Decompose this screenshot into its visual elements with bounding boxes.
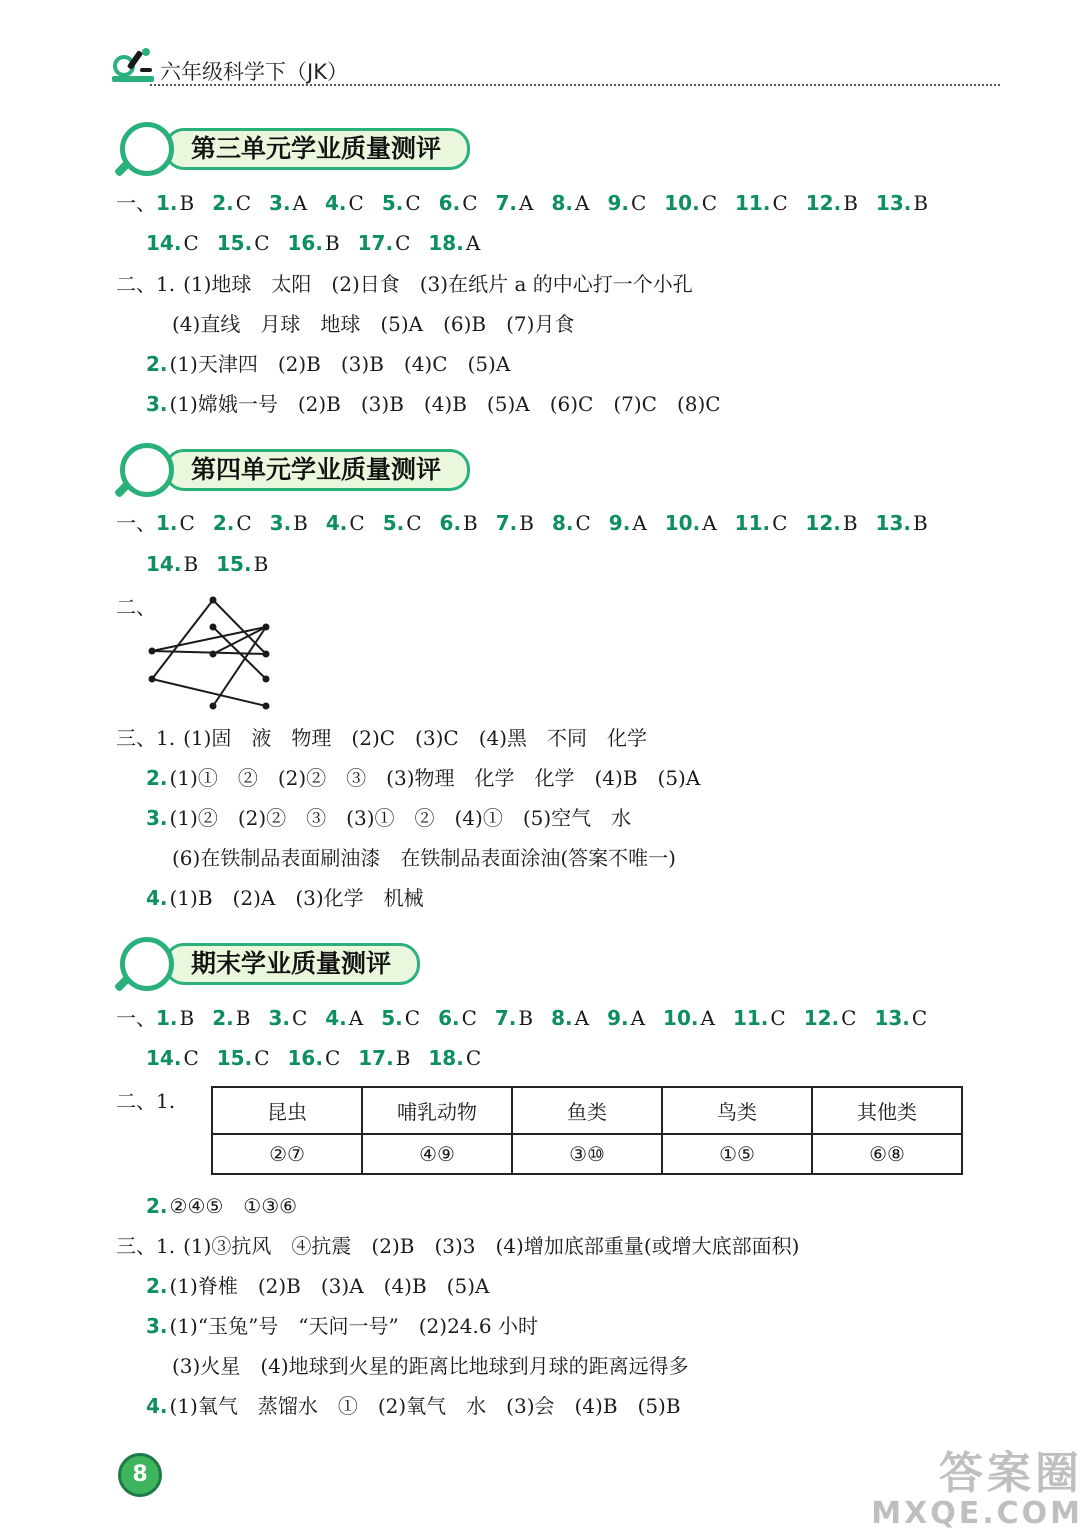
question-number: 14. bbox=[146, 231, 182, 255]
answer-choice: B bbox=[843, 191, 858, 215]
answer-choice: A bbox=[702, 511, 717, 535]
answer-choice: A bbox=[348, 1006, 364, 1030]
section-title: 期末学业质量测评 bbox=[164, 943, 420, 985]
answer-row bbox=[116, 1005, 945, 1031]
question-number: 5. bbox=[382, 511, 405, 535]
answer-text: ②④⑤ ①③⑥ bbox=[169, 1194, 298, 1218]
question-number: 11. bbox=[735, 191, 771, 215]
question-number: 8. bbox=[551, 191, 573, 215]
answer-choice: C bbox=[404, 1006, 421, 1030]
watermark-line2: MXQE.COM bbox=[871, 1496, 1083, 1531]
question-number: 16. bbox=[287, 231, 323, 255]
answer-choice: C bbox=[772, 191, 788, 215]
answer-text: (1)“玉兔”号 “天问一号” (2)24.6 小时 bbox=[169, 1314, 538, 1338]
question-prefix: 一、 bbox=[116, 191, 156, 215]
question-number: 15. bbox=[216, 231, 253, 255]
question-number: 1. bbox=[156, 1006, 178, 1030]
answer-choice: C bbox=[841, 1006, 857, 1030]
question-number: 4. bbox=[146, 1394, 168, 1418]
question-number: 8. bbox=[551, 511, 574, 535]
question-number: 2. bbox=[212, 191, 234, 215]
answer-row bbox=[146, 1313, 546, 1339]
question-number: 3. bbox=[146, 392, 168, 416]
answer-choice: B bbox=[179, 1006, 195, 1030]
question-number: 15. bbox=[216, 1046, 253, 1070]
header-title: 六年级科学下（JK） bbox=[160, 60, 348, 84]
question-number: 1. bbox=[156, 511, 178, 535]
table-cell: ⑥⑧ bbox=[812, 1134, 962, 1174]
answer-row bbox=[172, 1353, 697, 1379]
answer-choice: C bbox=[465, 1046, 482, 1070]
answer-choice: C bbox=[911, 1006, 928, 1030]
question-prefix: 二、 bbox=[116, 595, 156, 619]
answer-text: (6)在铁制品表面刷油漆 在铁制品表面涂油(答案不唯一) bbox=[172, 846, 676, 870]
question-number: 9. bbox=[607, 1006, 629, 1030]
answer-choice: C bbox=[254, 1046, 270, 1070]
question-number: 15. bbox=[216, 552, 252, 576]
answer-choice: C bbox=[461, 1006, 477, 1030]
matching-diagram bbox=[140, 590, 280, 715]
magnifier-icon bbox=[120, 122, 174, 176]
watermark-logo bbox=[871, 1450, 1083, 1530]
answer-choice: C bbox=[701, 191, 718, 215]
answer-row bbox=[116, 1233, 807, 1259]
answer-choice: A bbox=[574, 1006, 590, 1030]
answer-choice: B bbox=[519, 511, 534, 535]
question-number: 5. bbox=[381, 191, 404, 215]
question-number: 6. bbox=[438, 191, 461, 215]
answer-choice: B bbox=[913, 191, 929, 215]
header-divider bbox=[150, 84, 1000, 86]
question-number: 7. bbox=[495, 511, 518, 535]
question-number: 4. bbox=[325, 1006, 347, 1030]
answer-row bbox=[172, 845, 684, 871]
question-prefix: 一、 bbox=[116, 1006, 156, 1030]
question-number: 13. bbox=[874, 1006, 910, 1030]
question-number: 3. bbox=[146, 1314, 168, 1338]
answer-text: (1)氧气 蒸馏水 ① (2)氧气 水 (3)会 (4)B (5)B bbox=[169, 1394, 681, 1418]
question-number: 11. bbox=[734, 511, 771, 535]
question-number: 9. bbox=[608, 511, 631, 535]
answer-choice: B bbox=[235, 1006, 251, 1030]
answer-choice: B bbox=[324, 231, 340, 255]
table-header-cell: 哺乳动物 bbox=[362, 1087, 512, 1134]
question-prefix: 二、1. bbox=[116, 272, 176, 296]
question-number: 4. bbox=[325, 511, 348, 535]
question-number: 12. bbox=[803, 1006, 840, 1030]
answer-choice: A bbox=[700, 1006, 715, 1030]
question-number: 11. bbox=[732, 1006, 769, 1030]
question-number: 2. bbox=[146, 1274, 168, 1298]
question-number: 7. bbox=[495, 191, 518, 215]
answer-text: (1)③抗风 ④抗震 (2)B (3)3 (4)增加底部重量(或增大底部面积) bbox=[183, 1234, 800, 1258]
question-prefix: 三、1. bbox=[116, 1234, 176, 1258]
question-number: 2. bbox=[212, 1006, 234, 1030]
question-prefix: 三、1. bbox=[116, 726, 176, 750]
table-header-cell: 昆虫 bbox=[212, 1087, 362, 1134]
answer-choice: A bbox=[574, 191, 590, 215]
table-cell: ②⑦ bbox=[212, 1134, 362, 1174]
question-number: 14. bbox=[146, 552, 182, 576]
answer-choice: C bbox=[349, 511, 365, 535]
answer-text: (1)① ② (2)② ③ (3)物理 化学 化学 (4)B (5)A bbox=[169, 766, 701, 790]
magnifier-icon bbox=[120, 443, 174, 497]
answer-choice: B bbox=[518, 1006, 534, 1030]
question-number: 1. bbox=[156, 191, 178, 215]
answer-choice: C bbox=[236, 511, 252, 535]
answer-row bbox=[116, 510, 946, 536]
answer-row bbox=[146, 1273, 497, 1299]
question-number: 16. bbox=[287, 1046, 323, 1070]
question-number: 2. bbox=[212, 511, 235, 535]
question-number: 3. bbox=[269, 191, 291, 215]
answer-text: (3)火星 (4)地球到火星的距离比地球到月球的距离远得多 bbox=[172, 1354, 689, 1378]
classification-table bbox=[211, 1086, 963, 1175]
question-number: 6. bbox=[439, 511, 462, 535]
answer-text: (1)嫦娥一号 (2)B (3)B (4)B (5)A (6)C (7)C (8)C bbox=[169, 392, 721, 416]
question-number: 17. bbox=[357, 231, 394, 255]
page-number: 8 bbox=[118, 1453, 162, 1497]
answer-choice: C bbox=[630, 191, 647, 215]
question-number: 14. bbox=[146, 1046, 182, 1070]
question-number: 2. bbox=[146, 352, 168, 376]
answer-choice: A bbox=[292, 191, 308, 215]
question-number: 3. bbox=[269, 511, 292, 535]
header-logo-icon bbox=[110, 44, 158, 86]
answer-choice: C bbox=[183, 231, 199, 255]
answer-choice: C bbox=[406, 511, 422, 535]
question-number: 3. bbox=[268, 1006, 290, 1030]
table-cell: ③⑩ bbox=[512, 1134, 662, 1174]
answer-row bbox=[146, 391, 729, 417]
question-number: 2. bbox=[146, 766, 168, 790]
answer-choice: B bbox=[463, 511, 478, 535]
question-number: 8. bbox=[551, 1006, 573, 1030]
answer-choice: C bbox=[254, 231, 270, 255]
answer-row bbox=[116, 271, 701, 297]
answer-row bbox=[146, 1045, 499, 1071]
answer-choice: C bbox=[183, 1046, 199, 1070]
answer-choice: C bbox=[291, 1006, 308, 1030]
question-number: 10. bbox=[664, 511, 701, 535]
answer-choice: C bbox=[462, 191, 478, 215]
question-number: 10. bbox=[663, 1006, 699, 1030]
question-number: 10. bbox=[664, 191, 700, 215]
answer-text: (1)脊椎 (2)B (3)A (4)B (5)A bbox=[169, 1274, 490, 1298]
answer-text: (1)B (2)A (3)化学 机械 bbox=[169, 886, 424, 910]
watermark-line1: 答案圈 bbox=[939, 1448, 1083, 1499]
answer-choice: B bbox=[183, 552, 199, 576]
answer-choice: B bbox=[395, 1046, 411, 1070]
answer-choice: B bbox=[842, 511, 858, 535]
question-prefix: 二、1. bbox=[116, 1089, 176, 1113]
answer-choice: B bbox=[179, 191, 195, 215]
question-number: 12. bbox=[805, 511, 841, 535]
answer-row bbox=[172, 311, 582, 337]
table-row bbox=[212, 1134, 962, 1174]
question-number: 5. bbox=[381, 1006, 403, 1030]
question-number: 6. bbox=[438, 1006, 460, 1030]
answer-choice: A bbox=[465, 231, 481, 255]
answer-text: (1)固 液 物理 (2)C (3)C (4)黑 不同 化学 bbox=[183, 726, 648, 750]
question-number: 3. bbox=[146, 806, 168, 830]
answer-row bbox=[146, 765, 708, 791]
answer-choice: C bbox=[575, 511, 591, 535]
answer-row bbox=[146, 230, 498, 256]
answer-choice: C bbox=[324, 1046, 341, 1070]
answer-row bbox=[116, 190, 946, 216]
answer-text: (4)直线 月球 地球 (5)A (6)B (7)月食 bbox=[172, 312, 575, 336]
answer-row bbox=[146, 1193, 305, 1219]
table-header-cell: 鱼类 bbox=[512, 1087, 662, 1134]
question-number: 13. bbox=[875, 191, 912, 215]
answer-choice: C bbox=[395, 231, 411, 255]
table-header-cell: 其他类 bbox=[812, 1087, 962, 1134]
magnifier-icon bbox=[120, 937, 174, 991]
section-title: 第四单元学业质量测评 bbox=[164, 449, 470, 491]
question-number: 7. bbox=[494, 1006, 517, 1030]
answer-choice: C bbox=[179, 511, 195, 535]
section-title: 第三单元学业质量测评 bbox=[164, 128, 470, 170]
table-header-row bbox=[212, 1087, 962, 1134]
answer-choice: B bbox=[293, 511, 308, 535]
answer-row bbox=[146, 551, 286, 577]
question-number: 4. bbox=[146, 886, 168, 910]
answer-row bbox=[146, 351, 518, 377]
answer-choice: C bbox=[348, 191, 364, 215]
question-number: 2. bbox=[146, 1194, 168, 1218]
table-cell: ④⑨ bbox=[362, 1134, 512, 1174]
answer-choice: A bbox=[519, 191, 534, 215]
answer-text: (1)② (2)② ③ (3)① ② (4)① (5)空气 水 bbox=[169, 806, 632, 830]
answer-choice: C bbox=[772, 511, 788, 535]
answer-choice: A bbox=[632, 511, 647, 535]
question-number: 18. bbox=[428, 231, 464, 255]
question-number: 12. bbox=[805, 191, 842, 215]
question-number: 4. bbox=[325, 191, 347, 215]
answer-row bbox=[116, 725, 655, 751]
answer-choice: B bbox=[912, 511, 928, 535]
answer-choice: A bbox=[630, 1006, 646, 1030]
question-prefix: 一、 bbox=[116, 511, 156, 535]
answer-row bbox=[146, 885, 432, 911]
answer-text: (1)地球 太阳 (2)日食 (3)在纸片 a 的中心打一个小孔 bbox=[183, 272, 693, 296]
answer-choice: C bbox=[405, 191, 421, 215]
table-cell: ①⑤ bbox=[662, 1134, 812, 1174]
answer-choice: B bbox=[253, 552, 269, 576]
answer-row bbox=[146, 1393, 689, 1419]
table-header-cell: 鸟类 bbox=[662, 1087, 812, 1134]
answer-choice: C bbox=[235, 191, 252, 215]
answer-row bbox=[146, 805, 639, 831]
question-number: 18. bbox=[428, 1046, 464, 1070]
answer-text: (1)天津四 (2)B (3)B (4)C (5)A bbox=[169, 352, 511, 376]
question-number: 13. bbox=[875, 511, 911, 535]
question-number: 9. bbox=[607, 191, 629, 215]
question-number: 17. bbox=[358, 1046, 394, 1070]
answer-choice: C bbox=[770, 1006, 786, 1030]
